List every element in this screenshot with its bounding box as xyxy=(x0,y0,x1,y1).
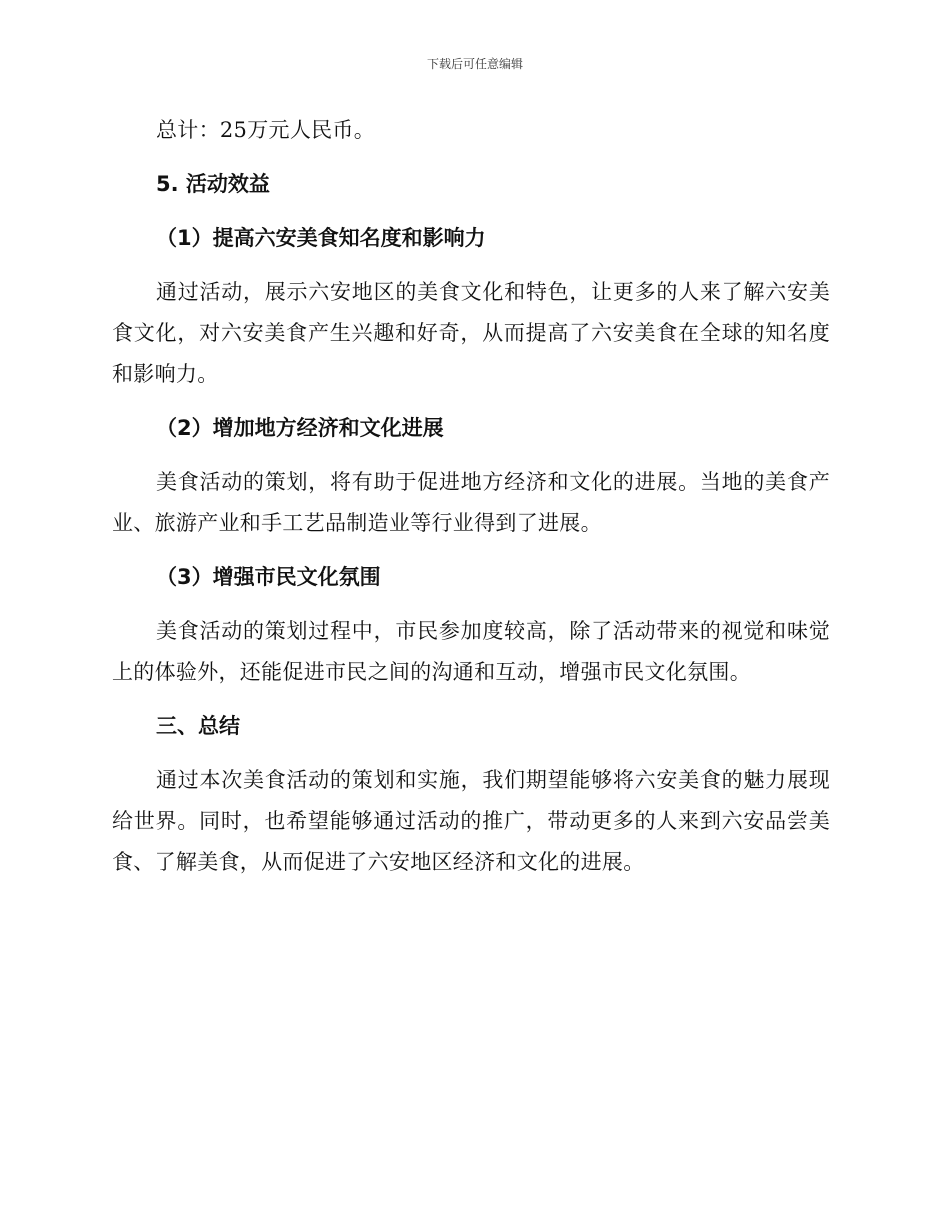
subsection-1-heading: （1）提高六安美食知名度和影响力 xyxy=(156,226,486,250)
section-5-heading: 5. 活动效益 xyxy=(156,172,270,196)
summary-heading: 三、总结 xyxy=(156,714,240,738)
summary-paragraph: 通过本次美食活动的策划和实施，我们期望能够将六安美食的魅力展现给世界。同时，也希望能够通过活动的推广，带动更多的人来到六安品尝美食、了解美食，从而促进了六安地区经济和文化的进展。 xyxy=(112,768,830,874)
subsection-1-paragraph: 通过活动，展示六安地区的美食文化和特色，让更多的人来了解六安美食文化，对六安美食产生兴趣和好奇，从而提高了六安美食在全球的知名度和影响力。 xyxy=(112,280,830,386)
subsection-3-heading: （3）增强市民文化氛围 xyxy=(156,565,381,589)
page-header-note: 下载后可任意编辑 xyxy=(426,57,523,71)
subsection-3-paragraph: 美食活动的策划过程中，市民参加度较高，除了活动带来的视觉和味觉上的体验外，还能促进市民之间的沟通和互动，增强市民文化氛围。 xyxy=(112,619,830,684)
total-paragraph: 总计：25万元人民币。 xyxy=(156,118,376,142)
subsection-2-heading: （2）增加地方经济和文化进展 xyxy=(156,416,444,440)
document-body xyxy=(112,110,830,896)
subsection-2-paragraph: 美食活动的策划，将有助于促进地方经济和文化的进展。当地的美食产业、旅游产业和手工艺品制造业等行业得到了进展。 xyxy=(112,470,830,535)
